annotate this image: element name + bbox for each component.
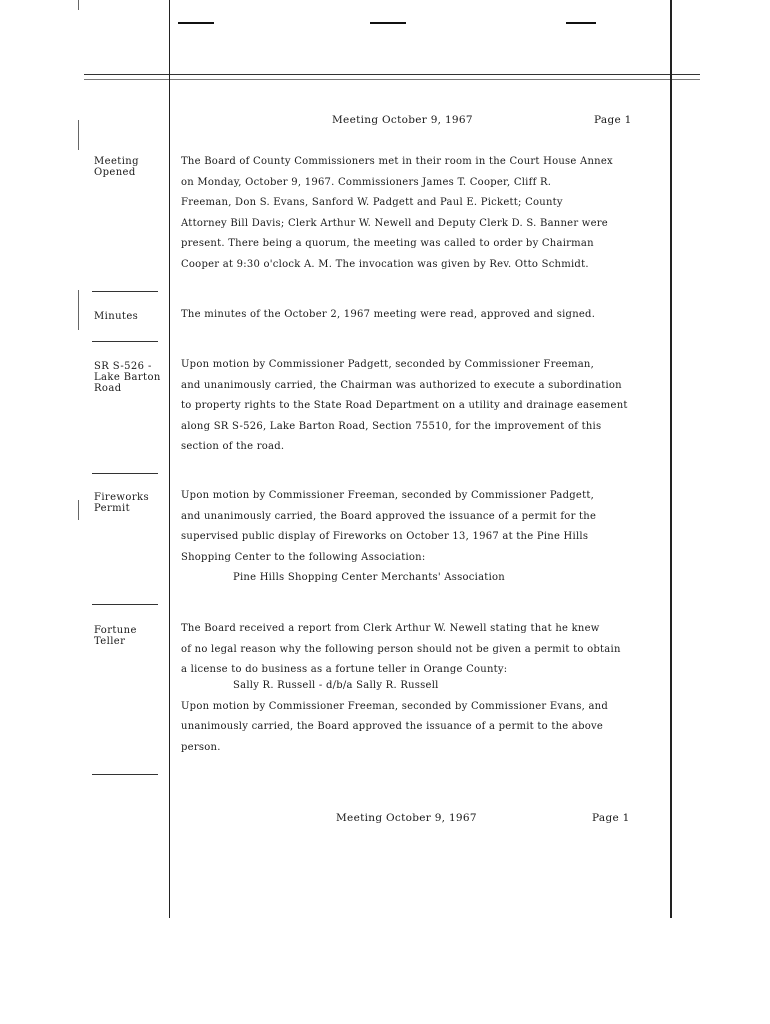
paragraph-minutes [181,305,669,326]
page-header-title: Meeting October 9, 1967 [332,114,473,126]
section-divider [92,291,158,292]
paragraph-fortune-teller [181,619,669,759]
indented-association-name: Pine Hills Shopping Center Merchants' Association [233,572,505,584]
text-line: of no legal reason why the following person should not be given a permit to obtain [181,643,621,655]
text-line: supervised public display of Fireworks on October 13, 1967 at the Pine Hills [181,531,589,543]
margin-label-minutes [94,311,168,322]
margin-label-line: Teller [94,636,126,647]
margin-label-line: Fortune [94,625,137,636]
text-line: unanimously carried, the Board approved the issuance of a permit to the above [181,721,604,733]
margin-label-fortune-teller [94,625,168,647]
margin-label-line: Permit [94,503,131,514]
text-line: Shopping Center to the following Association: [181,551,426,563]
top-rule-2 [84,79,700,80]
text-line: The Board of County Commissioners met in their room in the Court House Annex [181,156,613,167]
text-line: and unanimously carried, the Chairman was authorized to execute a subordination [181,379,622,391]
scan-mark [78,0,79,10]
text-line: Upon motion by Commissioner Freeman, seconded by Commissioner Padgett, [181,490,595,501]
margin-label-line: Opened [94,167,136,178]
paragraph-meeting-opened [181,152,669,276]
text-line: a license to do business as a fortune teller in Orange County: [181,664,508,676]
text-line: The minutes of the October 2, 1967 meeting were read, approved and signed. [181,309,596,320]
text-line: present. There being a quorum, the meeting was called to order by Chairman [181,238,594,250]
right-rule [670,0,672,918]
header-tab-center [370,22,406,24]
text-line: section of the road. [181,441,285,453]
text-line: to property rights to the State Road Department on a utility and drainage easement [181,400,628,412]
text-line: Upon motion by Commissioner Padgett, seconded by Commissioner Freeman, [181,359,595,370]
indented-person-name: Sally R. Russell - d/b/a Sally R. Russell [233,679,439,691]
scan-mark [78,500,79,520]
margin-label-fireworks [94,492,168,514]
top-rule [84,74,700,75]
text-line: and unanimously carried, the Board approved the issuance of a permit for the [181,510,597,522]
paragraph-fireworks [181,486,669,589]
text-line: Freeman, Don S. Evans, Sanford W. Padgett and Paul E. Pickett; County [181,197,563,209]
header-tab-left [178,22,214,24]
margin-label-line: SR S-526 - [94,361,152,372]
section-divider [92,341,158,342]
page-footer-page: Page 1 [592,812,630,824]
section-divider [92,604,158,605]
section-divider [92,774,158,775]
margin-label-line: Minutes [94,311,139,322]
header-tab-right [566,22,596,24]
margin-label-meeting-opened [94,156,168,178]
text-line: along SR S-526, Lake Barton Road, Section 75510, for the improvement of this [181,420,602,432]
text-line: Attorney Bill Davis; Clerk Arthur W. Newell and Deputy Clerk D. S. Banner were [181,217,608,229]
section-divider [92,473,158,474]
paragraph-sr-s526 [181,355,669,458]
margin-label-line: Meeting [94,156,139,167]
page-header-page: Page 1 [594,114,632,126]
text-line: on Monday, October 9, 1967. Commissioners James T. Cooper, Cliff R. [181,176,552,188]
margin-label-line: Fireworks [94,492,149,503]
scan-mark [78,290,79,330]
margin-rule [169,0,170,918]
text-line: The Board received a report from Clerk Arthur W. Newell stating that he knew [181,623,600,634]
text-line: Cooper at 9:30 o'clock A. M. The invocation was given by Rev. Otto Schmidt. [181,258,589,270]
text-line: Upon motion by Commissioner Freeman, seconded by Commissioner Evans, and [181,700,609,712]
margin-label-line: Road [94,383,122,394]
margin-label-line: Lake Barton [94,372,161,383]
scan-mark [78,120,79,150]
text-line: person. [181,741,221,753]
margin-label-sr-s526 [94,361,168,394]
page-footer-title: Meeting October 9, 1967 [336,812,477,824]
